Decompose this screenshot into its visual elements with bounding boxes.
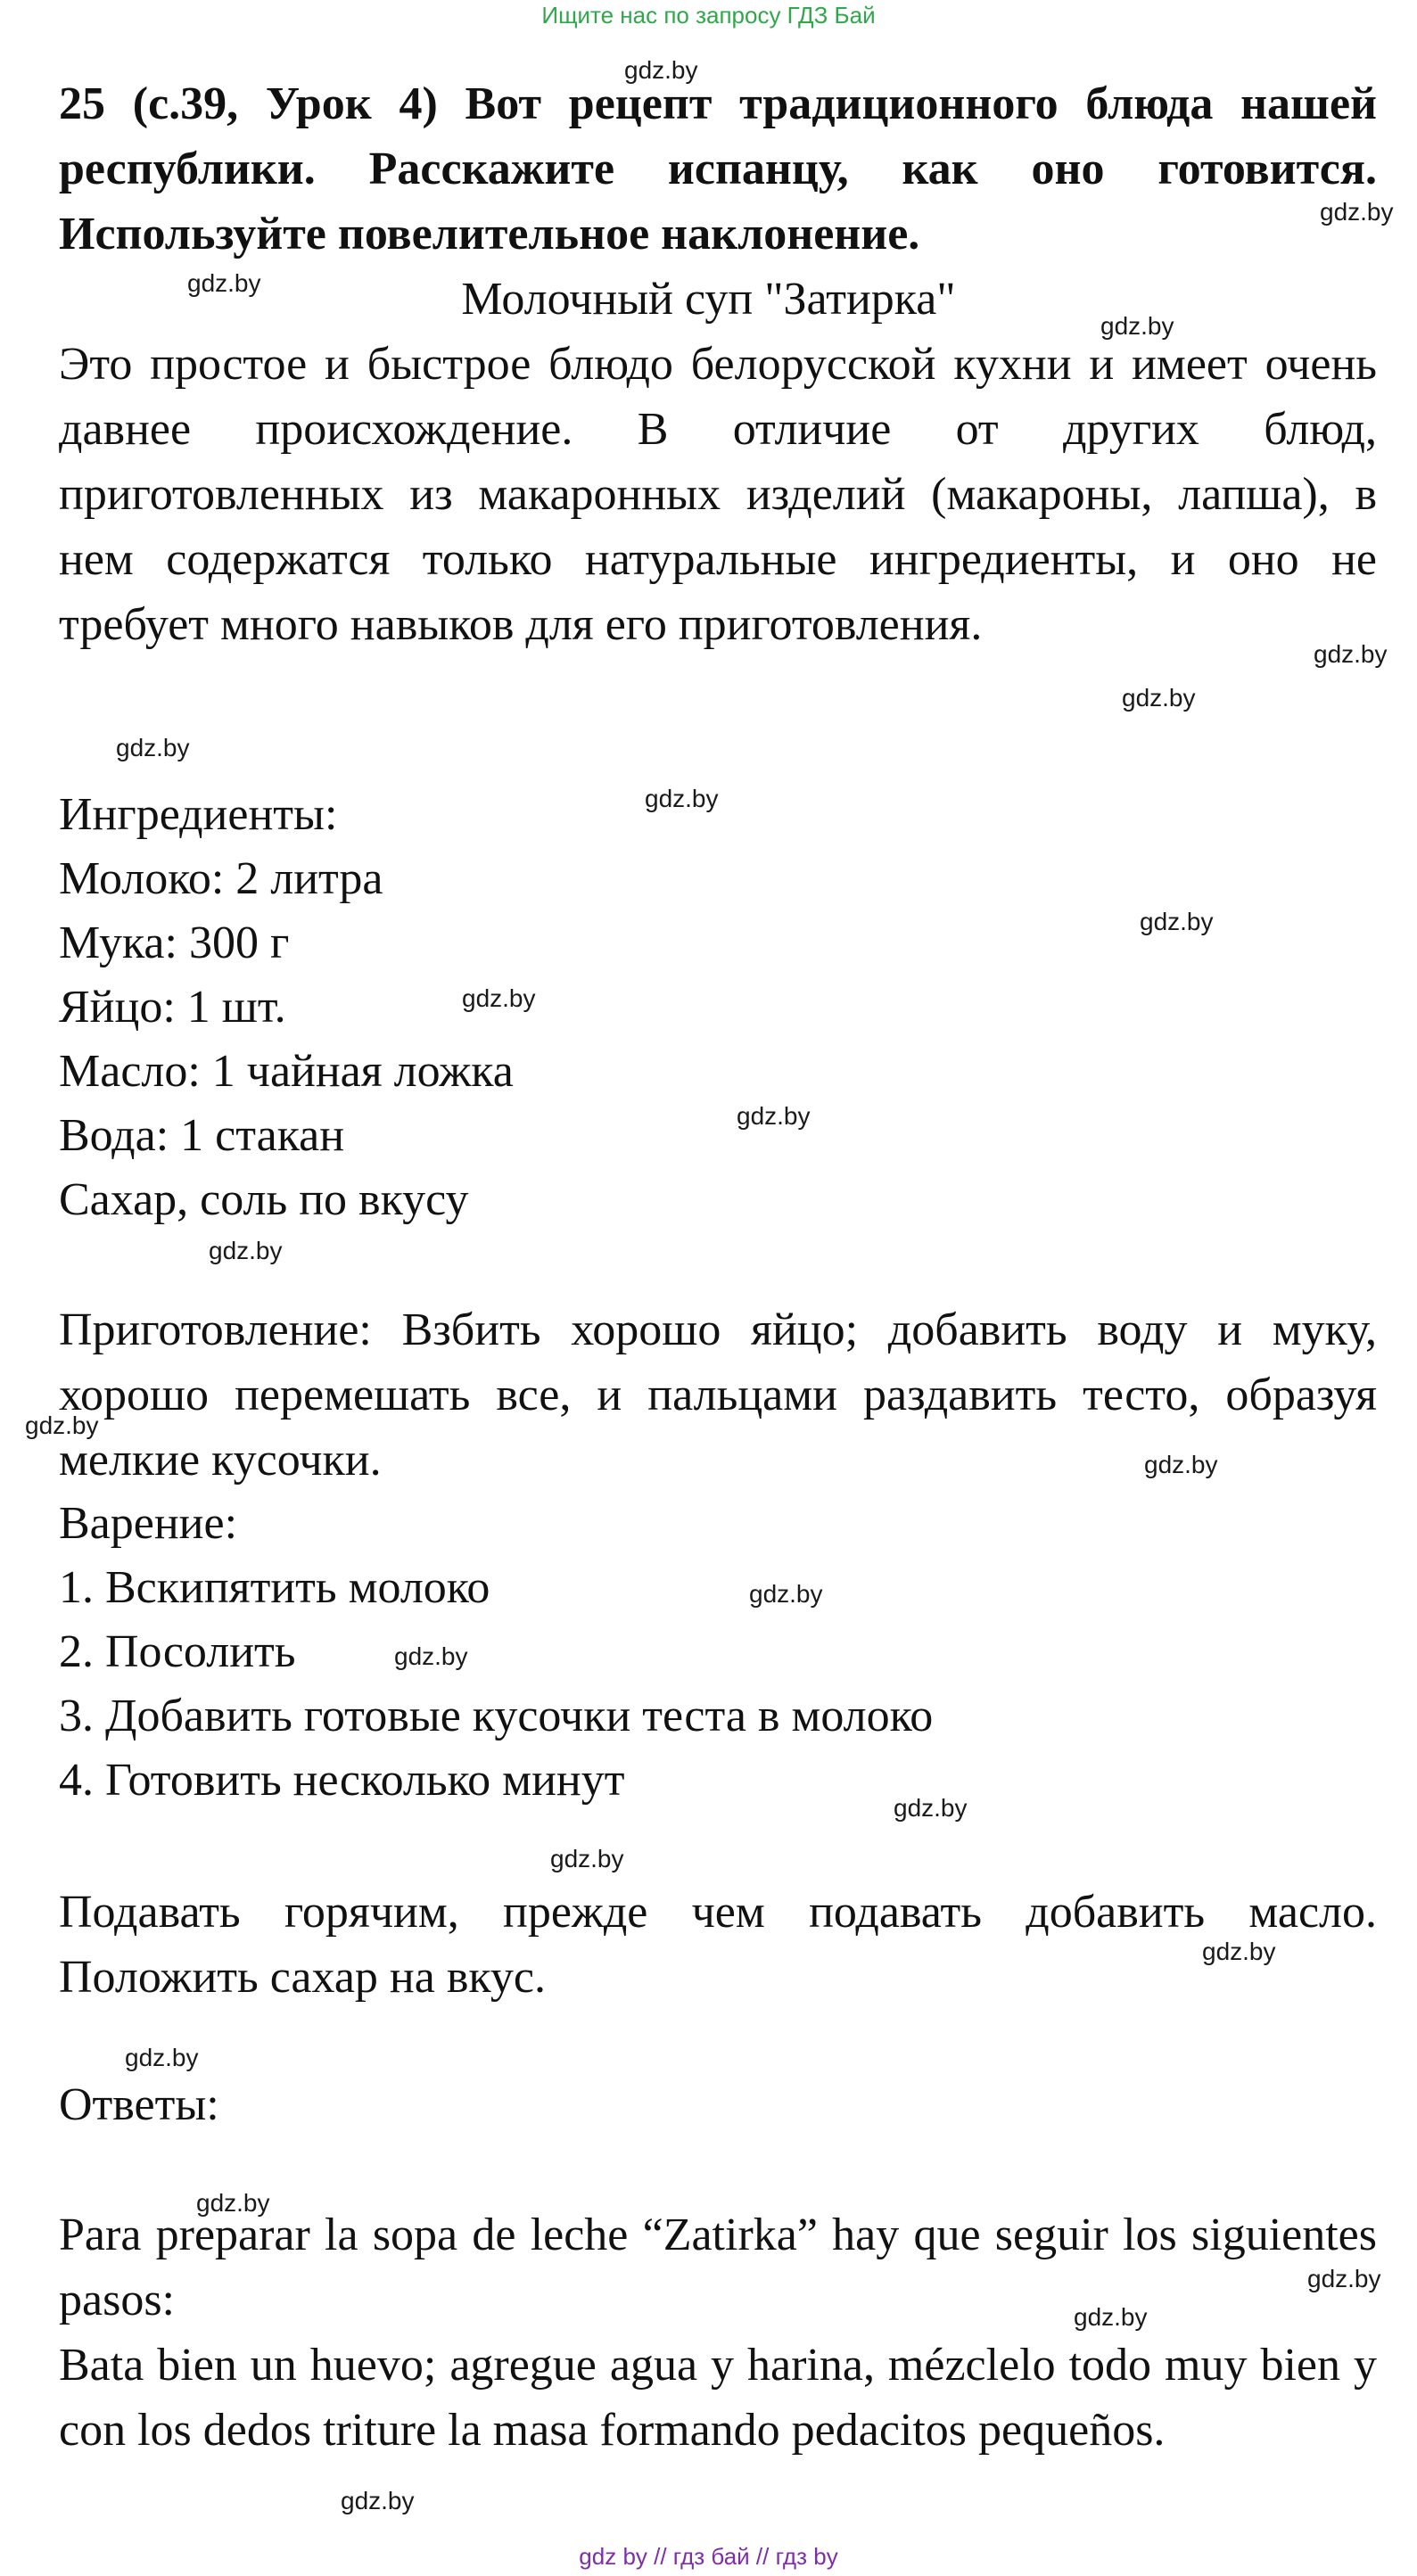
task-title: 25 (с.39, Урок 4) Вот рецепт традиционного блюда нашей республики. Расскажите испанцу, как оно готовится. Используйте повелительное наклонение. <box>59 78 1377 259</box>
bottom-banner: gdz by // гдз бай // гдз by <box>579 2543 838 2570</box>
answer-paragraph-2: Bata bien un huevo; agregue agua y harina, mézclelo todo muy bien y con los dedos triture la masa formando pedacitos pequeños. <box>59 2340 1377 2456</box>
watermark: gdz.by <box>1320 198 1394 226</box>
watermark: gdz.by <box>25 1411 99 1439</box>
watermark: gdz.by <box>341 2487 415 2514</box>
answer-paragraph-1: Para preparar la sopa de leche “Zatirka” hay que seguir los siguientes pasos: <box>59 2210 1377 2325</box>
watermark: gdz.by <box>394 1642 468 1670</box>
watermark: gdz.by <box>624 56 698 84</box>
watermark: gdz.by <box>1314 640 1388 668</box>
watermark: gdz.by <box>550 1845 624 1872</box>
ingredient-item: Вода: 1 стакан <box>59 1110 345 1161</box>
ingredient-item: Масло: 1 чайная ложка <box>59 1046 514 1097</box>
cooking-step: 1. Вскипятить молоко <box>59 1562 490 1613</box>
ingredient-item: Мука: 300 г <box>59 918 290 968</box>
serving-text: Подавать горячим, прежде чем подавать добавить масло. Положить сахар на вкус. <box>59 1887 1377 2003</box>
watermark: gdz.by <box>1074 2303 1148 2331</box>
watermark: gdz.by <box>1144 1451 1218 1478</box>
top-banner: Ищите нас по запросу ГДЗ Бай <box>541 2 876 29</box>
watermark: gdz.by <box>645 785 719 812</box>
cooking-step: 2. Посолить <box>59 1626 296 1677</box>
watermark: gdz.by <box>125 2044 199 2071</box>
watermark: gdz.by <box>894 1794 968 1822</box>
recipe-name: Молочный суп "Затирка" <box>461 274 956 325</box>
watermark: gdz.by <box>116 734 190 761</box>
ingredient-item: Яйцо: 1 шт. <box>59 982 286 1033</box>
watermark: gdz.by <box>209 1237 283 1264</box>
watermark: gdz.by <box>737 1102 811 1130</box>
watermark: gdz.by <box>1140 908 1214 935</box>
watermark: gdz.by <box>187 269 261 297</box>
answers-label: Ответы: <box>59 2079 219 2130</box>
ingredient-item: Сахар, соль по вкусу <box>59 1174 469 1225</box>
watermark: gdz.by <box>1122 684 1196 712</box>
cooking-step: 3. Добавить готовые кусочки теста в молоко <box>59 1691 934 1741</box>
watermark: gdz.by <box>749 1580 823 1608</box>
preparation-text: Приготовление: Взбить хорошо яйцо; добавить воду и муку, хорошо перемешать все, и пальцами раздавить тесто, образуя мелкие кусочки. <box>59 1304 1377 1486</box>
watermark: gdz.by <box>1307 2265 1381 2292</box>
watermark: gdz.by <box>1100 312 1174 340</box>
cooking-label: Варение: <box>59 1498 238 1549</box>
watermark: gdz.by <box>462 984 536 1012</box>
watermark: gdz.by <box>196 2189 270 2217</box>
ingredient-item: Молоко: 2 литра <box>59 853 383 904</box>
recipe-intro: Это простое и быстрое блюдо белорусской кухни и имеет очень давнее происхождение. В отличие от других блюд, приготовленных из макаронных изделий (макароны, лапша), в нем содержатся только натуральные ингредиенты, и оно не требует много навыков для его приготовления. <box>59 339 1377 650</box>
watermark: gdz.by <box>1202 1938 1276 1965</box>
cooking-step: 4. Готовить несколько минут <box>59 1755 625 1806</box>
ingredients-label: Ингредиенты: <box>59 789 338 840</box>
